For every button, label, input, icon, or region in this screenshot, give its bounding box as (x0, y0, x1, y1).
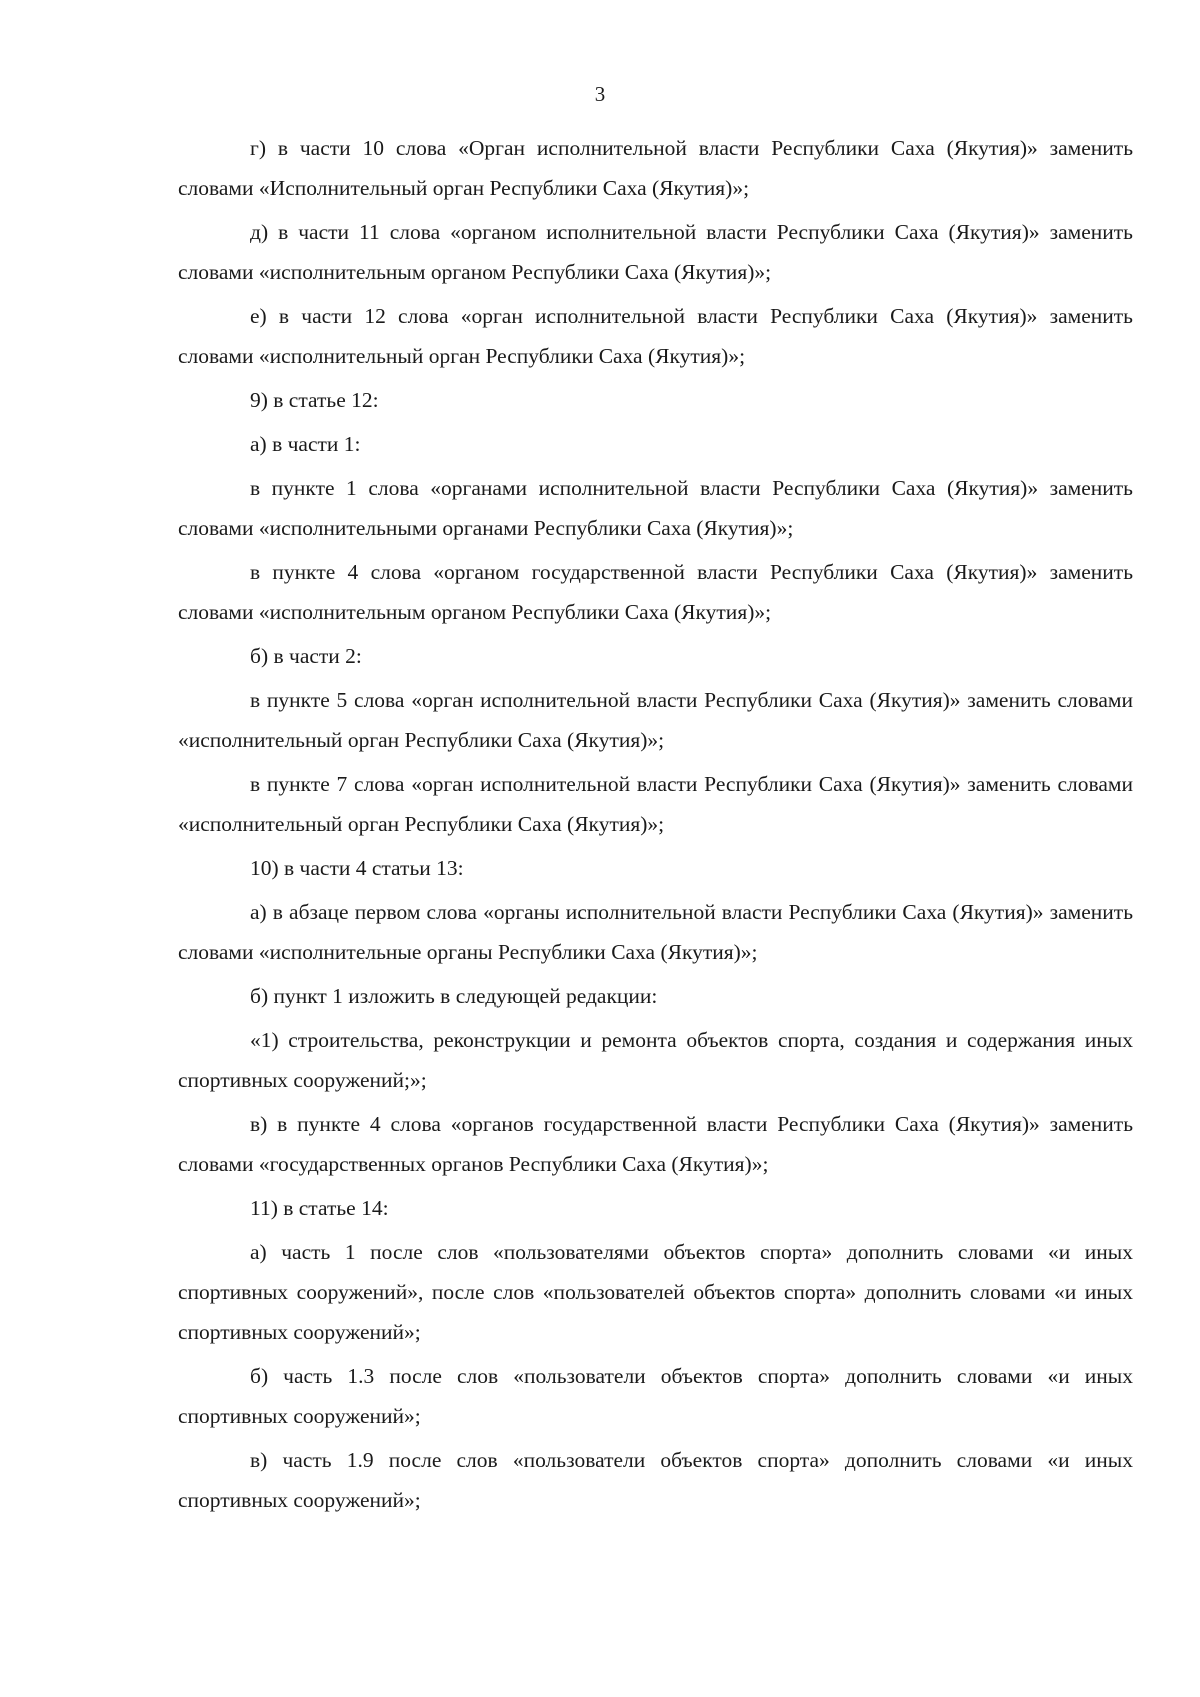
paragraph-v-part-1-9: в) часть 1.9 после слов «пользователи объектов спорта» дополнить словами «и иных спортивных сооружений»; (178, 1448, 1133, 1512)
paragraph-item-9: 9) в статье 12: (250, 388, 379, 412)
paragraph-point-7: в пункте 7 слова «орган исполнительной власти Республики Саха (Якутия)» заменить словами «исполнительный орган Республики Саха (Якутия)»; (178, 772, 1133, 836)
paragraph-point-4: в пункте 4 слова «органом государственной власти Республики Саха (Якутия)» заменить словами «исполнительным органом Республики Саха (Якутия)»; (178, 560, 1133, 624)
paragraph-b-part-2: б) в части 2: (250, 644, 362, 668)
paragraph-point-1: в пункте 1 слова «органами исполнительной власти Республики Саха (Якутия)» заменить словами «исполнительными органами Республики Саха (Якутия)»; (178, 476, 1133, 540)
paragraph-a-part-1: а) в части 1: (250, 432, 361, 456)
paragraph-a-first-abzac: а) в абзаце первом слова «органы исполнительной власти Республики Саха (Якутия)» заменить словами «исполнительные органы Республики Саха (Якутия)»; (178, 900, 1133, 964)
paragraph-a-part-1-14: а) часть 1 после слов «пользователями объектов спорта» дополнить словами «и иных спортивных сооружений», после слов «пользователей объектов спорта» дополнить словами «и иных спортивных сооружений»; (178, 1240, 1133, 1344)
paragraph-item-10: 10) в части 4 статьи 13: (250, 856, 464, 880)
paragraph-b-part-1-3: б) часть 1.3 после слов «пользователи объектов спорта» дополнить словами «и иных спортивных сооружений»; (178, 1364, 1133, 1428)
paragraph-v-point-4: в) в пункте 4 слова «органов государственной власти Республики Саха (Якутия)» заменить словами «государственных органов Республики Саха (Якутия)»; (178, 1112, 1133, 1176)
paragraph-item-11: 11) в статье 14: (250, 1196, 389, 1220)
paragraph-g-part-10: г) в части 10 слова «Орган исполнительной власти Республики Саха (Якутия)» заменить словами «Исполнительный орган Республики Саха (Якутия)»; (178, 136, 1133, 200)
paragraph-e-part-12: е) в части 12 слова «орган исполнительной власти Республики Саха (Якутия)» заменить словами «исполнительный орган Республики Саха (Якутия)»; (178, 304, 1133, 368)
document-body (178, 128, 1133, 1520)
page-number: 3 (594, 82, 606, 106)
paragraph-b-point-1: б) пункт 1 изложить в следующей редакции: (250, 984, 658, 1008)
paragraph-d-part-11: д) в части 11 слова «органом исполнительной власти Республики Саха (Якутия)» заменить словами «исполнительным органом Республики Саха (Якутия)»; (178, 220, 1133, 284)
paragraph-point-5: в пункте 5 слова «орган исполнительной власти Республики Саха (Якутия)» заменить словами «исполнительный орган Республики Саха (Якутия)»; (178, 688, 1133, 752)
paragraph-quote-1: «1) строительства, реконструкции и ремонта объектов спорта, создания и содержания иных спортивных сооружений;»; (178, 1028, 1133, 1092)
